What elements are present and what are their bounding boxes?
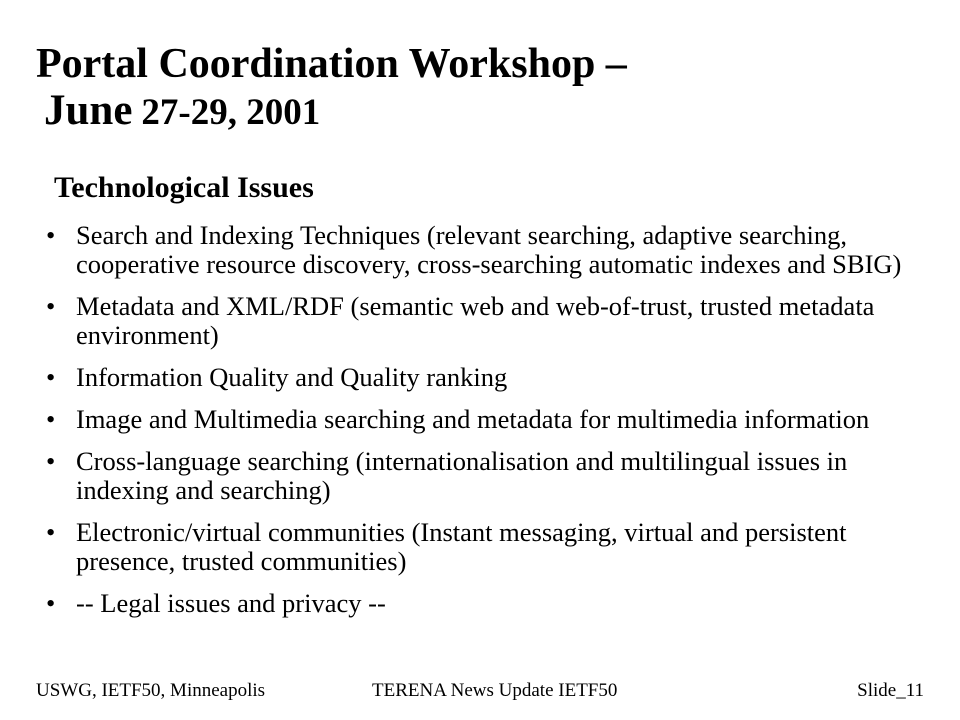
title-dates: 27-29, 2001 xyxy=(141,92,321,133)
footer-slide-number: Slide_11 xyxy=(857,680,924,701)
bullet-text-line: Information Quality and Quality ranking xyxy=(76,362,508,392)
section-heading: Technological Issues xyxy=(54,171,314,204)
slide-title-line-1: Portal Coordination Workshop – xyxy=(36,41,627,87)
bullet-item xyxy=(0,518,960,576)
bullet-item xyxy=(0,447,960,505)
bullet-list xyxy=(0,221,960,631)
bullet-item xyxy=(0,292,960,350)
bullet-dot: • xyxy=(46,291,56,321)
bullet-dot: • xyxy=(46,404,56,434)
bullet-dot: • xyxy=(46,446,56,476)
bullet-text-line: cooperative resource discovery, cross-searching automatic indexes and SBIG) xyxy=(76,249,902,279)
title-month: June xyxy=(44,87,133,134)
bullet-dot: • xyxy=(46,362,56,392)
bullet-item xyxy=(0,405,960,434)
bullet-text-line: Metadata and XML/RDF (semantic web and web-of-trust, trusted metadata xyxy=(76,291,875,321)
bullet-item xyxy=(0,589,960,618)
bullet-item xyxy=(0,363,960,392)
bullet-dot: • xyxy=(46,220,56,250)
bullet-text-line: Electronic/virtual communities (Instant messaging, virtual and persistent xyxy=(76,517,847,547)
bullet-text-line: Cross-language searching (internationalisation and multilingual issues in xyxy=(76,446,848,476)
bullet-text-line: Image and Multimedia searching and metadata for multimedia information xyxy=(76,404,870,434)
bullet-text-line: presence, trusted communities) xyxy=(76,546,407,576)
bullet-text-line: -- Legal issues and privacy -- xyxy=(76,588,386,618)
slide-title-line-2 xyxy=(44,89,320,134)
bullet-item xyxy=(0,221,960,279)
bullet-dot: • xyxy=(46,517,56,547)
bullet-text-line: indexing and searching) xyxy=(76,475,331,505)
footer-event: USWG, IETF50, Minneapolis xyxy=(36,680,266,701)
footer-presentation-title: TERENA News Update IETF50 xyxy=(372,680,618,701)
bullet-text-line: environment) xyxy=(76,320,219,350)
bullet-text-line: Search and Indexing Techniques (relevant searching, adaptive searching, xyxy=(76,220,847,250)
bullet-dot: • xyxy=(46,588,56,618)
